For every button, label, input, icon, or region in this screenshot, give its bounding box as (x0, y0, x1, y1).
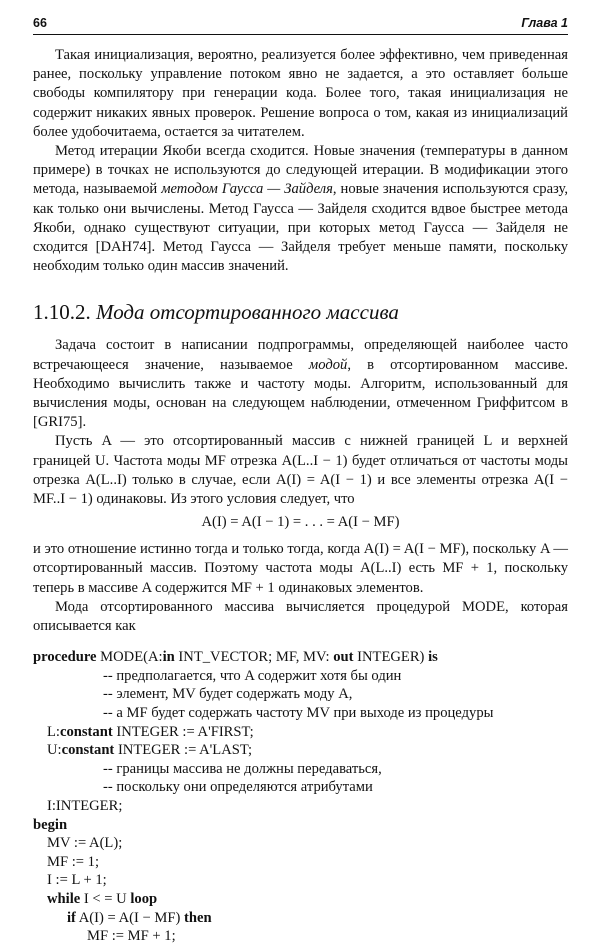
code-line: MF := MF + 1; (87, 928, 176, 945)
section-heading (33, 298, 568, 326)
code-line: U:constant INTEGER := A'LAST; (47, 742, 253, 759)
paragraph-initialization: Такая инициализация, вероятно, реализуется более эффективно, чем приведенная ранее, поскольку управление потоком явно не задается, а это оставляет больше свободы компилятору при генерации кода. Более того, такая инициализация не содержит никаких явных проверок. Решение вопроса о том, какая из инициализаций более удобочитаема, остается за читателем. (33, 47, 568, 140)
paragraph-procedure-intro: Мода отсортированного массива вычисляется процедурой MODE, которая описывается как (33, 598, 568, 635)
code-line: MF := 1; (47, 853, 100, 870)
paragraph-sorted-array: Пусть A — это отсортированный массив с нижней границей L и верхней границей U. Частота моды MF отрезка A(L..I − 1) будет отличаться от частоты моды отрезка A(L..I) только в случае, если A(I) = A(I − 1) и все элементы отрезка A(I − MF..I − 1) одинаковы. Из этого условия следует, что (33, 433, 568, 508)
code-line: begin (33, 816, 68, 833)
section-title: Мода отсортированного массива (96, 300, 399, 325)
code-listing (33, 648, 568, 946)
paragraph-relation: и это отношение истинно тогда и только тогда, когда A(I) = A(I − MF), поскольку A — отсортированный массив. Поэтому частота моды A(L..I) есть MF + 1, поскольку теперь в массиве A содержится MF + 1 одинаковых элементов. (33, 541, 568, 596)
formula: A(I) = A(I − 1) = . . . = A(I − MF) (201, 514, 400, 531)
section-number: 1.10.2. (33, 300, 91, 325)
page-body (33, 46, 568, 946)
page-number: 66 (33, 16, 47, 30)
code-line: L:constant INTEGER := A'FIRST; (47, 723, 254, 740)
code-line: procedure MODE(A:in INT_VECTOR; MF, MV: out INTEGER) is (33, 649, 438, 666)
code-comment: -- поскольку они определяются атрибутами (103, 779, 373, 796)
code-line: I:INTEGER; (47, 798, 123, 815)
code-comment: -- предполагается, что A содержит хотя бы один (103, 667, 402, 684)
code-line: while I < = U loop (47, 891, 158, 907)
code-line: MV := A(L); (47, 835, 123, 852)
paragraph-task: Задача состоит в написании подпрограммы, определяющей наиболее часто встречающееся значение, называемое модой, в отсортированном массиве. Необходимо вычислить также и частоту моды. Алгоритм, использованный для вычисления моды, основан на следующем наблюдении, отмеченном Гриффитсом в [GRI75]. (33, 337, 568, 431)
term-mode: модой (308, 356, 348, 373)
code-comment: -- границы массива не должны передаваться, (103, 760, 382, 777)
code-comment: -- элемент, MV будет содержать моду A, (103, 686, 353, 703)
chapter-title: Глава 1 (521, 16, 568, 30)
code-comment: -- а MF будет содержать частоту MV при выходе из процедуры (103, 705, 494, 722)
code-line: I := L + 1; (47, 872, 107, 889)
term-gauss-seidel: методом Гаусса — Зайделя (161, 181, 333, 198)
running-header (33, 14, 568, 35)
paragraph-jacobi: Метод итерации Якоби всегда сходится. Новые значения (температуры в данном примере) в точках не используются до следующей итерации. В модификации этого метода, называемой методом Гаусса — Зайделя, новые значения используются сразу, как только они вычислены. Метод Гаусса — Зайделя сходится вдвое быстрее метода Якоби, однако существуют ситуации, при которых метод Гаусса — Зайделя не сходится [DAH74]. Метод Гаусса — Зайделя требует меньше памяти, поскольку необходим только один массив значений. (33, 143, 568, 275)
code-line: if A(I) = A(I − MF) then (67, 909, 212, 926)
